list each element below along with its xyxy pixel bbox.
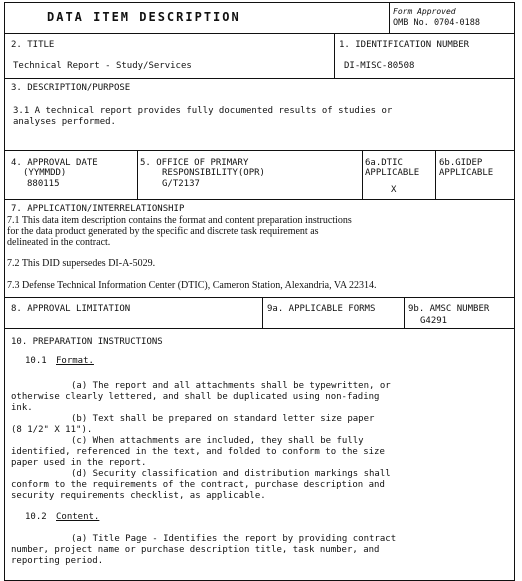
applicable-forms-label: 9a. APPLICABLE FORMS bbox=[267, 304, 376, 314]
description-line: analyses performed. bbox=[13, 117, 116, 127]
divider bbox=[334, 33, 335, 78]
instruction-line: reporting period. bbox=[11, 556, 104, 566]
application-paragraph-line: 7.1 This data item description contains the format and content preparation instructions bbox=[7, 215, 352, 226]
preparation-instructions-label: 10. PREPARATION INSTRUCTIONS bbox=[11, 337, 163, 347]
section-heading-content: Content. bbox=[56, 512, 100, 522]
gidep-applicable-label-continued: APPLICABLE bbox=[439, 168, 494, 178]
title-value: Technical Report - Study/Services bbox=[13, 61, 192, 71]
omb-number: OMB No. 0704-0188 bbox=[393, 18, 480, 28]
instruction-line: (c) When attachments are included, they shall be fully bbox=[71, 436, 364, 446]
description-line: 3.1 A technical report provides fully documented results of studies or bbox=[13, 106, 393, 116]
amsc-number-value: G4291 bbox=[420, 316, 448, 326]
opr-label: 5. OFFICE OF PRIMARY bbox=[140, 158, 249, 168]
amsc-number-label: 9b. AMSC NUMBER bbox=[408, 304, 490, 314]
instruction-line: otherwise clearly lettered, and shall be duplicated using non-fading bbox=[11, 392, 380, 402]
application-paragraph-line: for the data product generated by the specific and discrete task requirement as bbox=[7, 226, 319, 237]
title-label: 2. TITLE bbox=[11, 40, 55, 50]
divider bbox=[5, 33, 514, 34]
divider bbox=[5, 78, 514, 79]
opr-value: G/T2137 bbox=[162, 179, 200, 189]
application-paragraph-line: delineated in the contract. bbox=[7, 237, 111, 248]
data-item-description-form bbox=[4, 2, 515, 581]
gidep-applicable-label: 6b.GIDEP bbox=[439, 158, 483, 168]
approval-limitation-label: 8. APPROVAL LIMITATION bbox=[11, 304, 131, 314]
divider bbox=[404, 297, 405, 328]
instruction-line: paper used in the report. bbox=[11, 458, 147, 468]
instruction-line: (a) Title Page - Identifies the report by providing contract bbox=[71, 534, 397, 544]
instruction-line: (d) Security classification and distribution markings shall bbox=[71, 469, 391, 479]
section-heading-format: Format. bbox=[56, 356, 94, 366]
opr-label-continued: RESPONSIBILITY(OPR) bbox=[162, 168, 265, 178]
instruction-line: (b) Text shall be prepared on standard letter size paper bbox=[71, 414, 375, 424]
dtic-address-paragraph: 7.3 Defense Technical Information Center (DTIC), Cameron Station, Alexandria, VA 22314. bbox=[7, 280, 377, 291]
divider bbox=[5, 297, 514, 298]
instruction-line: number, project name or purchase description title, task number, and bbox=[11, 545, 380, 555]
application-interrelationship-label: 7. APPLICATION/INTERRELATIONSHIP bbox=[11, 204, 185, 214]
instruction-line: identified, referenced in the text, and folded to conform to the size bbox=[11, 447, 385, 457]
section-number: 10.2 bbox=[25, 512, 47, 522]
dtic-applicable-mark: X bbox=[391, 185, 397, 195]
form-title: DATA ITEM DESCRIPTION bbox=[47, 10, 241, 24]
approval-date-value: 880115 bbox=[27, 179, 60, 189]
identification-number-label: 1. IDENTIFICATION NUMBER bbox=[339, 40, 470, 50]
divider bbox=[137, 150, 138, 199]
description-purpose-label: 3. DESCRIPTION/PURPOSE bbox=[11, 83, 131, 93]
form-approved-label: Form Approved bbox=[393, 7, 456, 16]
divider bbox=[262, 297, 263, 328]
instruction-line: (a) The report and all attachments shall be typewritten, or bbox=[71, 381, 391, 391]
identification-number-value: DI-MISC-80508 bbox=[344, 61, 415, 71]
instruction-line: (8 1/2" X 11"). bbox=[11, 425, 93, 435]
divider bbox=[5, 150, 514, 151]
divider bbox=[5, 199, 514, 200]
divider bbox=[362, 150, 363, 199]
instruction-line: security requirements checklist, as applicable. bbox=[11, 491, 266, 501]
divider bbox=[389, 3, 390, 33]
section-number: 10.1 bbox=[25, 356, 47, 366]
instruction-line: conform to the requirements of the contract, purchase description and bbox=[11, 480, 385, 490]
divider bbox=[5, 328, 514, 329]
supersedes-paragraph: 7.2 This DID supersedes DI-A-5029. bbox=[7, 258, 156, 269]
approval-date-format: (YYMMDD) bbox=[23, 168, 67, 178]
instruction-line: ink. bbox=[11, 403, 33, 413]
dtic-applicable-label: 6a.DTIC bbox=[365, 158, 403, 168]
dtic-applicable-label-continued: APPLICABLE bbox=[365, 168, 420, 178]
divider bbox=[435, 150, 436, 199]
approval-date-label: 4. APPROVAL DATE bbox=[11, 158, 98, 168]
